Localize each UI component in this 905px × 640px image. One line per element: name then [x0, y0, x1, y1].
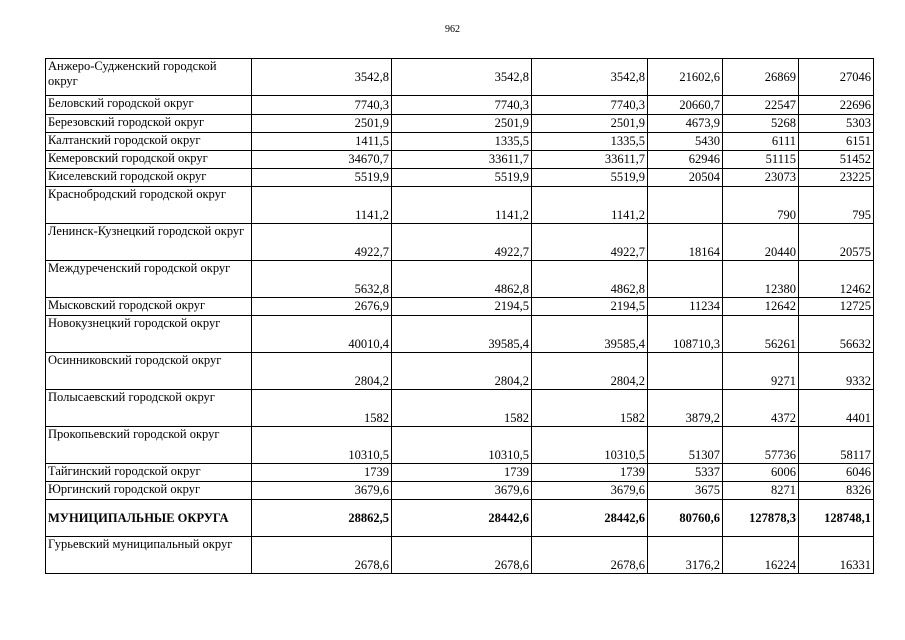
value-cell-v5: 26869 — [723, 59, 799, 96]
district-name-cell: Кемеровский городской округ — [46, 151, 252, 169]
value-cell-v6: 23225 — [799, 169, 874, 187]
district-name-cell: Березовский городской округ — [46, 115, 252, 133]
value-cell-v5: 6111 — [723, 133, 799, 151]
value-cell-v1: 28862,5 — [252, 500, 392, 537]
value-cell-v5: 8271 — [723, 482, 799, 500]
value-cell-v3: 1582 — [532, 390, 648, 427]
value-cell-v1: 2501,9 — [252, 115, 392, 133]
value-cell-v1: 2804,2 — [252, 353, 392, 390]
value-cell-v6: 6046 — [799, 464, 874, 482]
table-row — [46, 390, 874, 427]
district-name-cell: Анжеро-Судженский городской округ — [46, 59, 252, 96]
district-name-cell: Новокузнецкий городской округ — [46, 316, 252, 353]
table-row — [46, 96, 874, 115]
value-cell-v6: 22696 — [799, 96, 874, 115]
value-cell-v5: 790 — [723, 187, 799, 224]
value-cell-v5: 51115 — [723, 151, 799, 169]
value-cell-v4: 51307 — [648, 427, 723, 464]
value-cell-v1: 7740,3 — [252, 96, 392, 115]
value-cell-v4: 18164 — [648, 224, 723, 261]
table-row — [46, 151, 874, 169]
value-cell-v1: 3542,8 — [252, 59, 392, 96]
district-name-cell: Прокопьевский городской округ — [46, 427, 252, 464]
value-cell-v1: 40010,4 — [252, 316, 392, 353]
value-cell-v6: 58117 — [799, 427, 874, 464]
district-name-cell: Полысаевский городской округ — [46, 390, 252, 427]
district-name-cell: Калтанский городской округ — [46, 133, 252, 151]
value-cell-v6: 20575 — [799, 224, 874, 261]
value-cell-v3: 1335,5 — [532, 133, 648, 151]
value-cell-v2: 1335,5 — [392, 133, 532, 151]
value-cell-v6: 12725 — [799, 298, 874, 316]
value-cell-v4: 80760,6 — [648, 500, 723, 537]
district-name-cell: МУНИЦИПАЛЬНЫЕ ОКРУГА — [46, 500, 252, 537]
district-name-cell: Беловский городской округ — [46, 96, 252, 115]
value-cell-v2: 28442,6 — [392, 500, 532, 537]
district-name-cell: Юргинский городской округ — [46, 482, 252, 500]
table-row — [46, 537, 874, 574]
value-cell-v2: 4862,8 — [392, 261, 532, 298]
value-cell-v1: 2676,9 — [252, 298, 392, 316]
table-row — [46, 187, 874, 224]
value-cell-v2: 2678,6 — [392, 537, 532, 574]
value-cell-v5: 127878,3 — [723, 500, 799, 537]
value-cell-v3: 2804,2 — [532, 353, 648, 390]
table-row — [46, 261, 874, 298]
value-cell-v5: 23073 — [723, 169, 799, 187]
value-cell-v1: 10310,5 — [252, 427, 392, 464]
table-row — [46, 59, 874, 96]
value-cell-v2: 39585,4 — [392, 316, 532, 353]
value-cell-v2: 3679,6 — [392, 482, 532, 500]
value-cell-v4: 5337 — [648, 464, 723, 482]
value-cell-v4: 3879,2 — [648, 390, 723, 427]
value-cell-v6: 9332 — [799, 353, 874, 390]
district-name-cell: Междуреченский городской округ — [46, 261, 252, 298]
table-row — [46, 133, 874, 151]
value-cell-v2: 7740,3 — [392, 96, 532, 115]
value-cell-v4: 5430 — [648, 133, 723, 151]
page-number: 962 — [445, 24, 460, 35]
table-row — [46, 316, 874, 353]
value-cell-v6: 8326 — [799, 482, 874, 500]
table-row — [46, 298, 874, 316]
value-cell-v3: 1141,2 — [532, 187, 648, 224]
value-cell-v6: 16331 — [799, 537, 874, 574]
value-cell-v4: 4673,9 — [648, 115, 723, 133]
value-cell-v1: 4922,7 — [252, 224, 392, 261]
value-cell-v2: 3542,8 — [392, 59, 532, 96]
value-cell-v2: 10310,5 — [392, 427, 532, 464]
value-cell-v3: 3542,8 — [532, 59, 648, 96]
value-cell-v5: 12642 — [723, 298, 799, 316]
value-cell-v2: 5519,9 — [392, 169, 532, 187]
district-name-cell: Тайгинский городской округ — [46, 464, 252, 482]
value-cell-v3: 2678,6 — [532, 537, 648, 574]
value-cell-v1: 1582 — [252, 390, 392, 427]
district-name-cell: Краснобродский городской округ — [46, 187, 252, 224]
value-cell-v3: 2501,9 — [532, 115, 648, 133]
district-name-cell: Киселевский городской округ — [46, 169, 252, 187]
value-cell-v4: 3176,2 — [648, 537, 723, 574]
district-name-cell: Мысковский городской округ — [46, 298, 252, 316]
value-cell-v5: 12380 — [723, 261, 799, 298]
value-cell-v3: 33611,7 — [532, 151, 648, 169]
value-cell-v4 — [648, 353, 723, 390]
value-cell-v5: 6006 — [723, 464, 799, 482]
budget-table — [45, 58, 874, 574]
table-row — [46, 115, 874, 133]
value-cell-v5: 22547 — [723, 96, 799, 115]
value-cell-v6: 5303 — [799, 115, 874, 133]
value-cell-v1: 1739 — [252, 464, 392, 482]
value-cell-v4: 108710,3 — [648, 316, 723, 353]
value-cell-v4: 20660,7 — [648, 96, 723, 115]
value-cell-v3: 28442,6 — [532, 500, 648, 537]
value-cell-v1: 1141,2 — [252, 187, 392, 224]
value-cell-v4: 21602,6 — [648, 59, 723, 96]
value-cell-v1: 5632,8 — [252, 261, 392, 298]
value-cell-v1: 5519,9 — [252, 169, 392, 187]
value-cell-v4: 3675 — [648, 482, 723, 500]
district-name-cell: Осинниковский городской округ — [46, 353, 252, 390]
value-cell-v5: 5268 — [723, 115, 799, 133]
value-cell-v4: 20504 — [648, 169, 723, 187]
table-row — [46, 353, 874, 390]
value-cell-v1: 3679,6 — [252, 482, 392, 500]
table-row — [46, 482, 874, 500]
value-cell-v3: 4922,7 — [532, 224, 648, 261]
value-cell-v1: 2678,6 — [252, 537, 392, 574]
value-cell-v3: 3679,6 — [532, 482, 648, 500]
value-cell-v5: 20440 — [723, 224, 799, 261]
value-cell-v6: 795 — [799, 187, 874, 224]
value-cell-v1: 34670,7 — [252, 151, 392, 169]
value-cell-v2: 1141,2 — [392, 187, 532, 224]
value-cell-v3: 5519,9 — [532, 169, 648, 187]
value-cell-v6: 6151 — [799, 133, 874, 151]
value-cell-v6: 128748,1 — [799, 500, 874, 537]
value-cell-v3: 1739 — [532, 464, 648, 482]
value-cell-v2: 33611,7 — [392, 151, 532, 169]
value-cell-v3: 7740,3 — [532, 96, 648, 115]
table-row — [46, 169, 874, 187]
value-cell-v4 — [648, 187, 723, 224]
table-row — [46, 464, 874, 482]
table-row — [46, 427, 874, 464]
value-cell-v6: 27046 — [799, 59, 874, 96]
value-cell-v2: 2501,9 — [392, 115, 532, 133]
value-cell-v2: 1582 — [392, 390, 532, 427]
table-total-row — [46, 500, 874, 537]
value-cell-v5: 57736 — [723, 427, 799, 464]
value-cell-v5: 9271 — [723, 353, 799, 390]
table-row — [46, 224, 874, 261]
value-cell-v4: 62946 — [648, 151, 723, 169]
value-cell-v6: 4401 — [799, 390, 874, 427]
value-cell-v3: 4862,8 — [532, 261, 648, 298]
value-cell-v2: 4922,7 — [392, 224, 532, 261]
value-cell-v2: 1739 — [392, 464, 532, 482]
value-cell-v6: 12462 — [799, 261, 874, 298]
value-cell-v4: 11234 — [648, 298, 723, 316]
value-cell-v3: 2194,5 — [532, 298, 648, 316]
value-cell-v2: 2194,5 — [392, 298, 532, 316]
value-cell-v3: 39585,4 — [532, 316, 648, 353]
value-cell-v5: 4372 — [723, 390, 799, 427]
value-cell-v6: 51452 — [799, 151, 874, 169]
value-cell-v4 — [648, 261, 723, 298]
value-cell-v6: 56632 — [799, 316, 874, 353]
district-name-cell: Гурьевский муниципальный округ — [46, 537, 252, 574]
value-cell-v3: 10310,5 — [532, 427, 648, 464]
value-cell-v5: 56261 — [723, 316, 799, 353]
district-name-cell: Ленинск-Кузнецкий городской округ — [46, 224, 252, 261]
value-cell-v2: 2804,2 — [392, 353, 532, 390]
value-cell-v1: 1411,5 — [252, 133, 392, 151]
value-cell-v5: 16224 — [723, 537, 799, 574]
